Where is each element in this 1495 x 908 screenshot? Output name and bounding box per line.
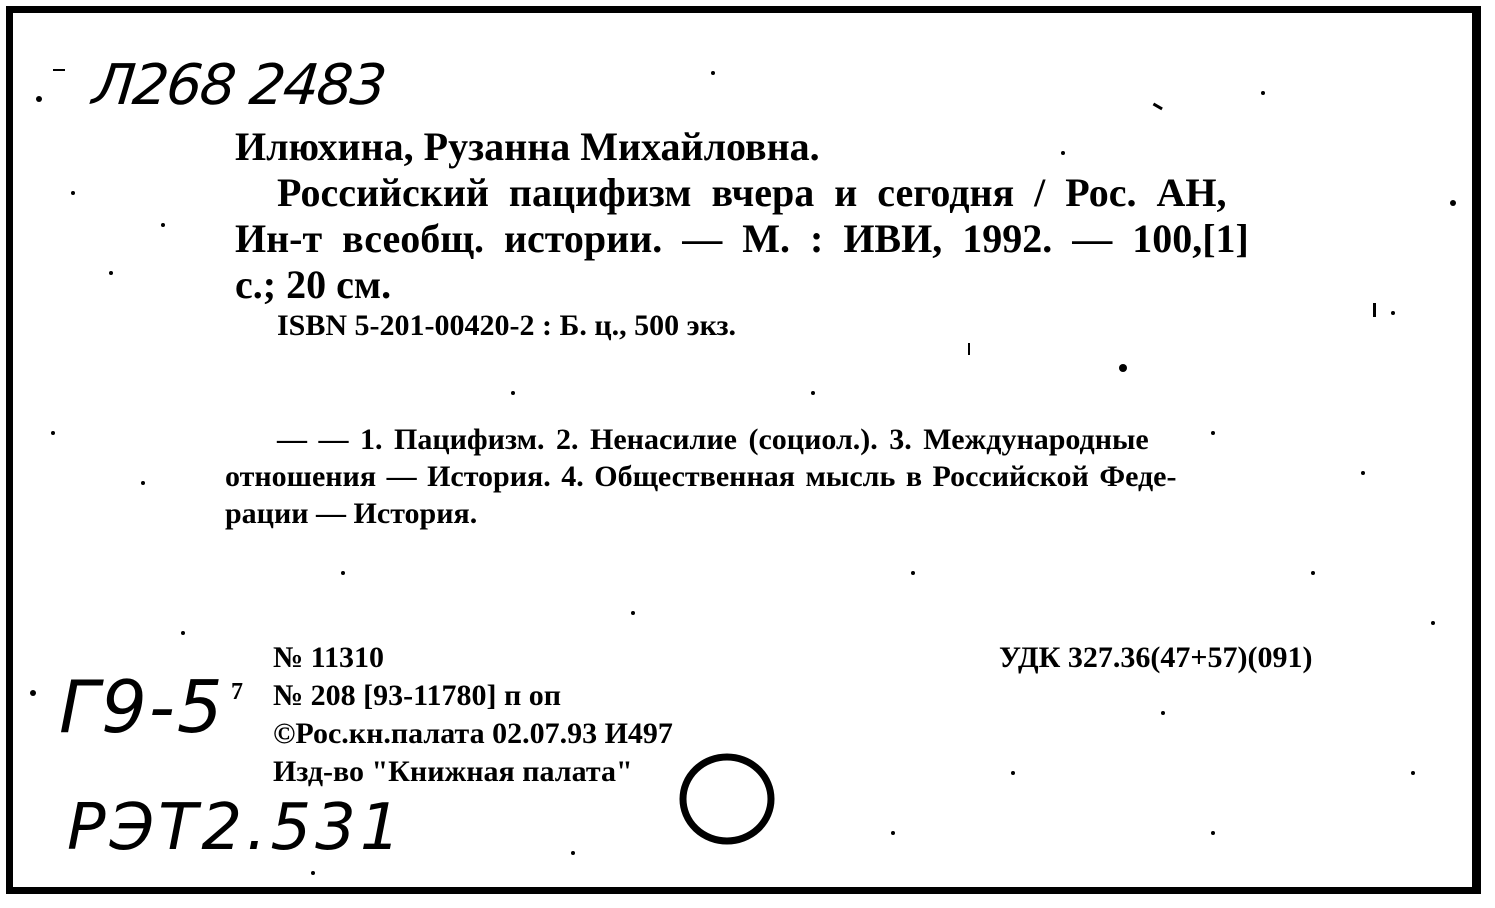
subjects-line-2: отношения — История. 4. Общественная мысль в Российской Феде- xyxy=(225,460,1177,493)
subjects-line-1: — — 1. Пацифизм. 2. Ненасилие (социол.). 3. Международные xyxy=(277,423,1149,456)
marker-number: 7 xyxy=(231,679,243,705)
subjects-line-3: рации — История. xyxy=(225,497,478,530)
handwritten-code-left: Г9-5 xyxy=(59,665,225,749)
title-line-3: с.; 20 см. xyxy=(235,262,392,307)
udk-classification: УДК 327.36(47+57)(091) xyxy=(999,641,1313,674)
publisher-line: Изд-во "Книжная палата" xyxy=(273,755,633,788)
author-heading: Илюхина, Рузанна Михайловна. xyxy=(235,124,820,169)
handwritten-shelf-mark: Л268 2483 xyxy=(89,53,388,118)
scan-noise xyxy=(13,13,1481,894)
isbn-line: ISBN 5-201-00420-2 : Б. ц., 500 экз. xyxy=(277,309,737,342)
catalog-card xyxy=(6,6,1481,894)
handwritten-code-bottom: РЭТ2.531 xyxy=(67,791,405,865)
title-line-1: Российский пацифизм вчера и сегодня / Рос. АН, xyxy=(277,170,1227,215)
copyright-line: ©Рос.кн.палата 02.07.93 И497 xyxy=(273,717,673,750)
order-line: № 208 [93-11780] п оп xyxy=(273,679,562,712)
title-line-2: Ин-т всеобщ. истории. — М. : ИВИ, 1992. — 100,[1] xyxy=(235,216,1249,261)
record-number: № 11310 xyxy=(273,641,384,674)
